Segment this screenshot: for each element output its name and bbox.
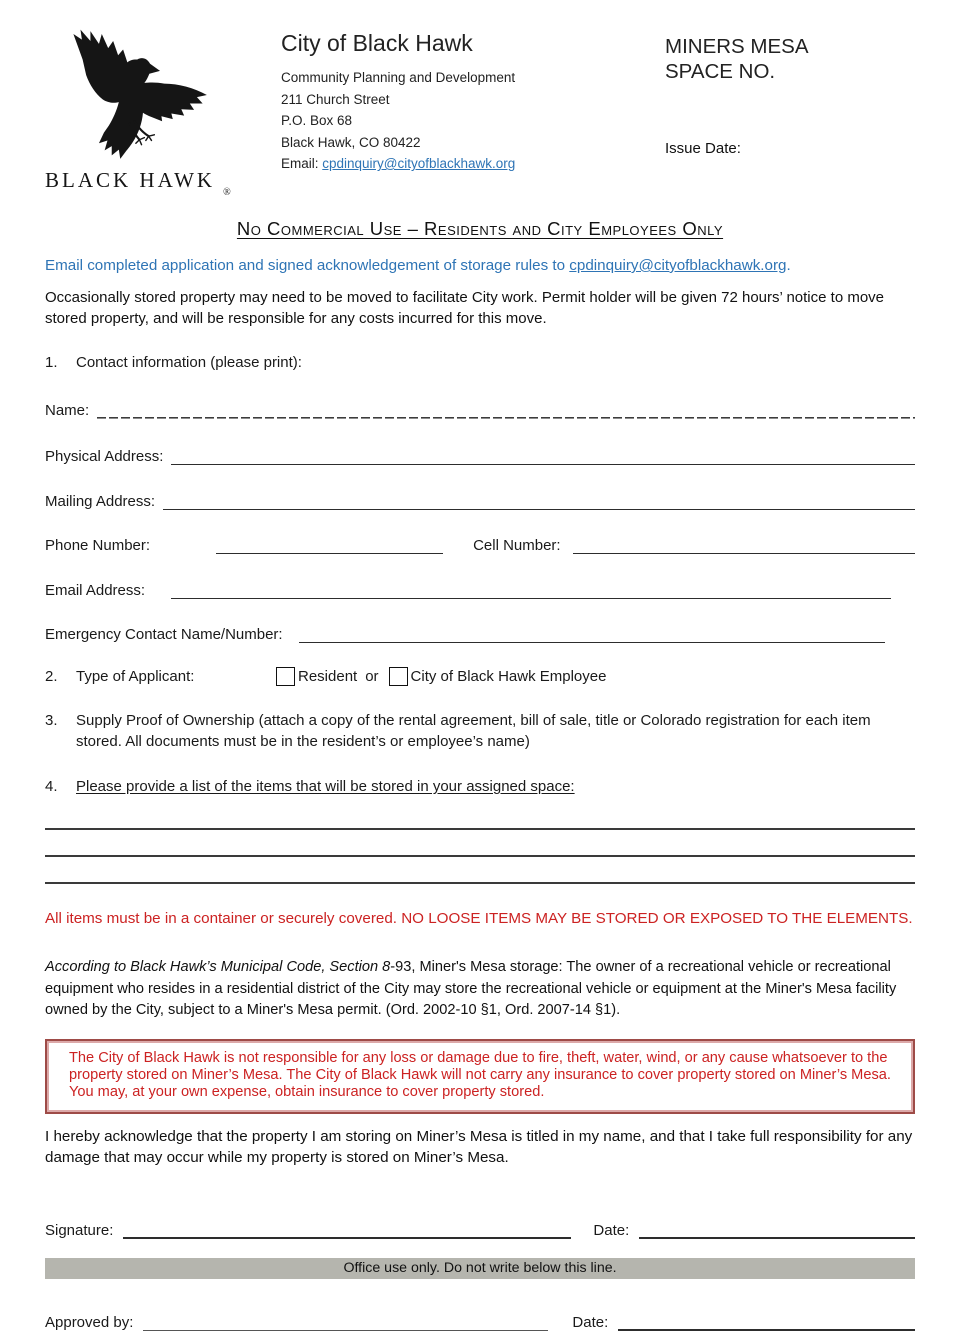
form-header [45,24,915,198]
physical-address-label: Physical Address: [45,448,164,465]
section-4-text: Please provide a list of the items that will be stored in your assigned space: [76,778,575,795]
physical-address-input-line[interactable] [171,447,915,465]
container-warning: All items must be in a container or securely covered. NO LOOSE ITEMS MAY BE STORED OR EXPOSED TO THE ELEMENTS. [45,910,913,927]
section-2-title: Type of Applicant: [76,668,195,685]
or-text: or [365,668,379,685]
name-label: Name: [45,402,90,419]
cell-number-label: Cell Number: [473,537,561,554]
approved-row [45,1309,915,1331]
no-commercial-use-banner: No Commercial Use – Residents and City Employees Only [236,218,724,239]
black-hawk-logo [45,24,237,198]
office-use-bar: Office use only. Do not write below this line. [45,1258,915,1279]
signature-label: Signature: [45,1221,114,1239]
approved-date-label: Date: [572,1313,609,1331]
emergency-contact-input-line[interactable] [299,625,885,643]
emergency-contact-label: Emergency Contact Name/Number: [45,626,283,643]
header-right-block [665,24,915,157]
header-street: 211 Church Street [281,91,390,107]
email-address-label: Email Address: [45,582,146,599]
space-no-label: SPACE NO. [665,60,776,83]
items-list-area [45,803,915,884]
mailing-address-input-line[interactable] [163,492,915,510]
insurance-disclaimer-text: The City of Black Hawk is not responsible for any loss or damage due to fire, theft, water, wind, or any cause whatsoever to the property stored on Miner’s Mesa. The City of Black Hawk will not carry any insurance to cover property stored on Miner’s Mesa. You may, at your own expense, obtain insurance to cover property stored. [69,1049,891,1100]
approved-date-input-line[interactable] [618,1313,915,1331]
mailing-address-label: Mailing Address: [45,493,156,510]
municipal-code-rest: -93, Miner's Mesa storage: The owner of a recreational vehicle or recreational equipment who resides in a residential district of the City may store the recreational vehicle or equipment at the Miner's Mesa facility owned by the City, subject to a Miner's Mesa permit. (Ord. 2002-10 §1, Ord. 2007-14 §1). [45,959,897,1018]
approved-by-input-line[interactable] [143,1313,548,1331]
logo-wordmark: BLACK $HAWK_®$ [45,168,234,198]
physical-address-row [45,445,915,465]
page-title: City of Black Hawk [281,30,473,56]
section-4-number: 4. [45,778,58,795]
registered-mark: ® [223,187,234,198]
resident-checkbox[interactable] [276,667,295,686]
miners-mesa-label: MINERS MESA [665,35,809,58]
acknowledgement-paragraph: I hereby acknowledge that the property I am storing on Miner’s Mesa is titled in my name, and that I take full responsibility for any damage that may occur while my property is stored on Miner’s Mesa. [45,1127,913,1166]
employee-checkbox[interactable] [389,667,408,686]
relocation-notice: Occasionally stored property may need to be moved to facilitate City work. Permit holder will be given 72 hours’ notice to move stored property, and will be responsible for any costs incurred for this move. [45,289,885,327]
phone-number-label: Phone Number: [45,537,151,554]
employee-option-label: City of Black Hawk Employee [410,668,607,685]
phone-number-input-line[interactable] [216,536,443,554]
email-address-row [45,579,915,599]
header-dept: Community Planning and Development [281,70,516,85]
section-4-row [45,776,915,797]
signature-row [45,1217,915,1239]
instruction-email-link[interactable]: cpdinquiry@cityofblackhawk.org [569,257,787,274]
mailing-address-row [45,490,915,510]
resident-option-label: Resident [298,668,358,685]
section-1-number: 1. [45,354,58,371]
email-address-input-line[interactable] [171,581,891,599]
items-list-line-3[interactable] [45,857,915,884]
cell-number-input-line[interactable] [573,536,915,554]
section-3-number: 3. [45,712,58,729]
section-2-row [45,667,915,686]
emergency-contact-row [45,623,915,643]
header-email-link[interactable]: cpdinquiry@cityofblackhawk.org [322,156,516,171]
name-row [45,399,915,419]
signature-input-line[interactable] [123,1221,571,1239]
black-hawk-eagle-icon [49,24,227,166]
header-email-line: Email: cpdinquiry@cityofblackhawk.org [281,156,516,171]
approved-by-label: Approved by: [45,1313,134,1331]
items-list-line-2[interactable] [45,830,915,857]
header-citystate: Black Hawk, CO 80422 [281,134,421,150]
email-instruction: Email completed application and signed acknowledgement of storage rules to cpdinquiry@cityofblackhawk.org. [45,257,791,274]
section-1-title: Contact information (please print): [76,354,302,371]
insurance-disclaimer-box [45,1039,915,1114]
municipal-code-italic: According to Black Hawk’s Municipal Code, Section 8 [45,959,391,975]
phone-cell-row [45,534,915,554]
section-3-row [45,710,915,752]
signature-date-label: Date: [593,1221,630,1239]
issue-date-label: Issue Date: [665,140,741,157]
section-1-heading [45,352,915,373]
municipal-code-paragraph [45,957,915,1022]
section-3-text: Supply Proof of Ownership (attach a copy of the rental agreement, bill of sale, title or Colorado registration for each item stored. All documents must be in the resident’s or employee’s name) [76,712,871,750]
header-pobox: P.O. Box 68 [281,113,353,128]
signature-date-input-line[interactable] [639,1221,915,1239]
header-address-block [237,24,665,175]
section-2-number: 2. [45,668,58,685]
items-list-line-1[interactable] [45,803,915,830]
name-input-line[interactable] [97,401,915,419]
